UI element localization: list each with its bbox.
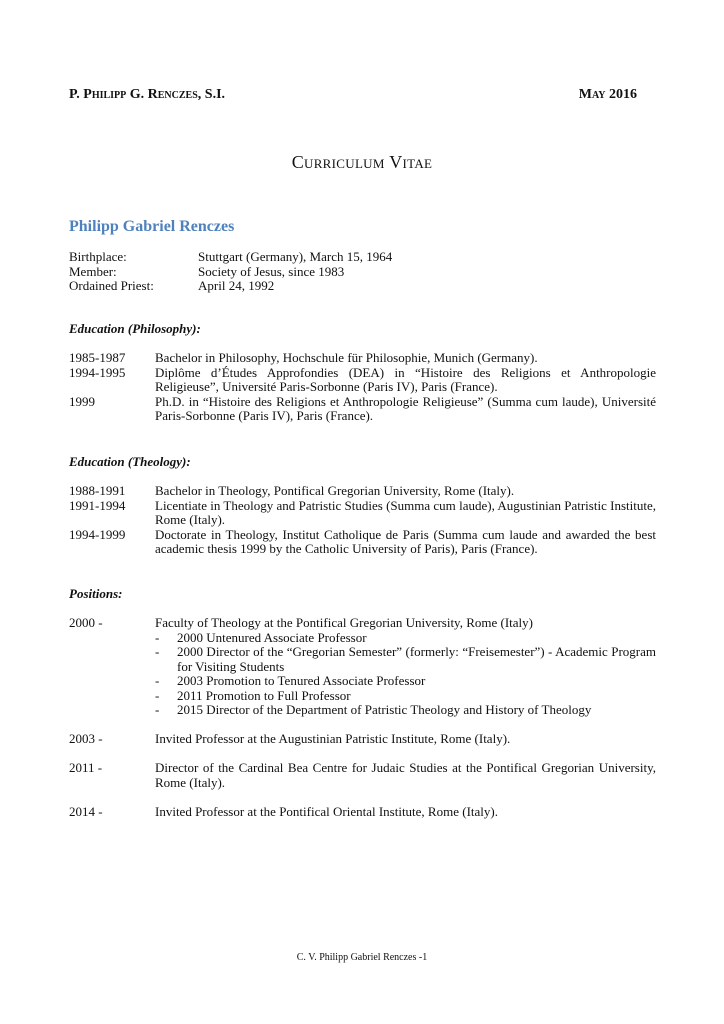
entry-years: 1985-1987 xyxy=(69,350,126,365)
entry-text: Bachelor in Theology, Pontifical Gregorian University, Rome (Italy). xyxy=(155,483,515,498)
sub-list-item xyxy=(155,674,656,689)
entry-text: Ph.D. in “Histoire des Religions et Anthropologie Religieuse” (Summa cum laude), Université Paris-Sorbonne (Paris IV), Paris (France). xyxy=(155,393,656,423)
header-name: P. Philipp G. Renczes, S.I. xyxy=(69,87,226,102)
entry-years: 1994-1995 xyxy=(69,364,126,380)
personal-label: Ordained Priest: xyxy=(69,278,154,293)
sub-list-item xyxy=(155,703,656,718)
positions-list xyxy=(69,616,656,834)
entry-years: 2011 - xyxy=(69,760,103,775)
sub-list xyxy=(155,631,656,718)
entry-years: 2000 - xyxy=(69,615,103,630)
sub-item-text: 2015 Director of the Department of Patristic Theology and History of Theology xyxy=(177,702,592,717)
section-heading-education-philosophy: Education (Philosophy): xyxy=(69,321,201,336)
header-date: May 2016 xyxy=(578,87,637,102)
personal-details xyxy=(69,250,656,294)
entry-years: 2003 - xyxy=(69,731,103,746)
personal-row xyxy=(69,250,656,265)
personal-value: Stuttgart (Germany), March 15, 1964 xyxy=(198,249,393,264)
personal-row xyxy=(69,279,656,294)
dash-marker: - xyxy=(155,644,160,659)
entry-text: Director of the Cardinal Bea Centre for Judaic Studies at the Pontifical Gregorian University, Rome (Italy). xyxy=(155,760,656,790)
section-heading-positions: Positions: xyxy=(69,586,123,601)
person-name: Philipp Gabriel Renczes xyxy=(69,218,235,235)
list-item xyxy=(69,351,656,366)
personal-value: Society of Jesus, since 1983 xyxy=(198,263,345,279)
personal-label: Member: xyxy=(69,263,117,279)
sub-item-text: 2011 Promotion to Full Professor xyxy=(177,687,351,703)
entry-text: Invited Professor at the Augustinian Patristic Institute, Rome (Italy). xyxy=(155,731,511,746)
list-item xyxy=(69,732,656,747)
entry-text: Licentiate in Theology and Patristic Studies (Summa cum laude), Augustinian Patristic Institute, Rome (Italy). xyxy=(155,497,656,527)
sub-list-item xyxy=(155,689,656,704)
dash-marker: - xyxy=(155,702,160,717)
list-item xyxy=(69,395,656,424)
entry-body xyxy=(155,616,656,718)
list-item xyxy=(69,805,656,820)
entry-years: 1988-1991 xyxy=(69,483,126,498)
dash-marker: - xyxy=(155,629,160,645)
entry-text: Doctorate in Theology, Institut Catholique de Paris (Summa cum laude and awarded the best academic thesis 1999 by the Catholic University of Paris), Paris (France). xyxy=(155,526,656,556)
list-item xyxy=(69,484,656,499)
sub-item-text: 2000 Untenured Associate Professor xyxy=(177,629,367,645)
list-item xyxy=(69,366,656,395)
entry-text: Bachelor in Philosophy, Hochschule für Philosophie, Munich (Germany). xyxy=(155,350,538,365)
personal-row xyxy=(69,265,656,280)
list-item xyxy=(69,499,656,528)
list-item xyxy=(69,616,656,718)
list-item xyxy=(69,761,656,790)
entry-years: 2014 - xyxy=(69,803,103,819)
document-title: Curriculum Vitae xyxy=(291,152,433,172)
entry-years: 1991-1994 xyxy=(69,497,126,513)
education-theology-list xyxy=(69,484,656,557)
sub-list-item xyxy=(155,631,656,646)
entry-text: Invited Professor at the Pontifical Oriental Institute, Rome (Italy). xyxy=(155,803,498,819)
section-heading-education-theology: Education (Theology): xyxy=(69,454,191,469)
sub-item-text: 2000 Director of the “Gregorian Semester” (formerly: “Freisemester”) - Academic Program for Visiting Students xyxy=(177,644,656,674)
personal-label: Birthplace: xyxy=(69,249,127,264)
page-footer: C. V. Philipp Gabriel Renczes -1 xyxy=(296,952,428,963)
entry-years: 1999 xyxy=(69,393,95,409)
sub-list-item xyxy=(155,645,656,674)
dash-marker: - xyxy=(155,673,160,688)
entry-years: 1994-1999 xyxy=(69,526,126,542)
education-philosophy-list xyxy=(69,351,656,424)
dash-marker: - xyxy=(155,687,160,703)
entry-text: Faculty of Theology at the Pontifical Gregorian University, Rome (Italy) xyxy=(155,615,533,630)
personal-value: April 24, 1992 xyxy=(198,278,275,293)
list-item xyxy=(69,528,656,557)
sub-item-text: 2003 Promotion to Tenured Associate Professor xyxy=(177,673,426,688)
entry-text: Diplôme d’Études Approfondies (DEA) in “Histoire des Religions et Anthropologie Religieuse”, Université Paris-Sorbonne (Paris IV), Paris (France). xyxy=(155,364,656,394)
